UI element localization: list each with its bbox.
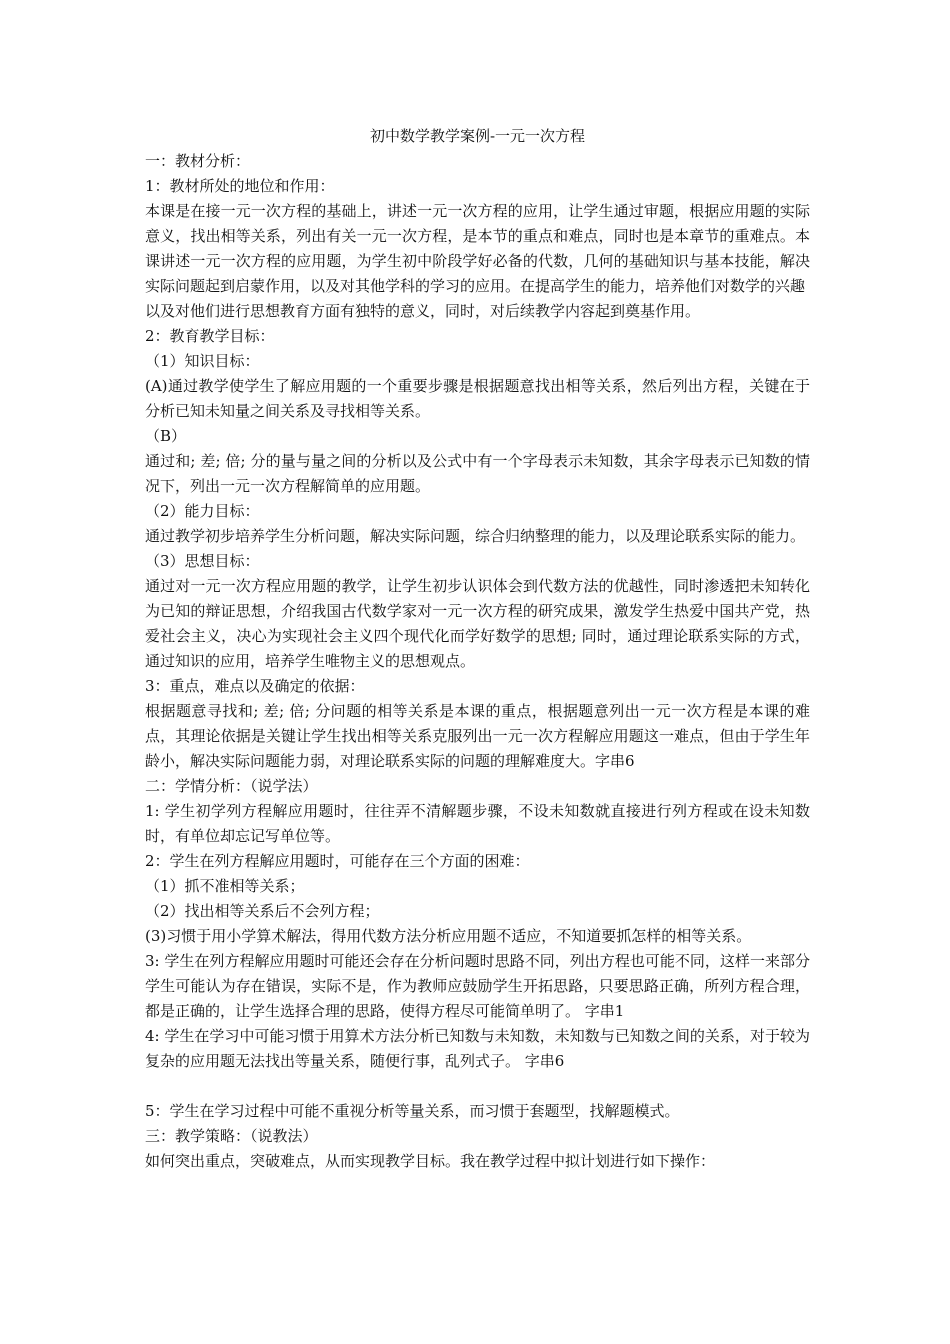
list-item-difficulty-1: （1）抓不准相等关系； <box>145 877 305 895</box>
subheading-position-and-role: 1：教材所处的地位和作用： <box>145 177 335 195</box>
section-heading-teaching-strategy: 三：教学策略：（说教法） <box>145 1127 318 1145</box>
document-title: 初中数学教学案例-一元一次方程 <box>369 127 586 145</box>
blank-line <box>145 1074 810 1099</box>
paragraph-learner-2: 2：学生在列方程解应用题时，可能存在三个方面的困难： <box>145 852 530 870</box>
subheading-ability-goal: （2）能力目标： <box>145 502 260 520</box>
paragraph-learner-1: 1: 学生初学列方程解应用题时，往往弄不清解题步骤，不设未知数就直接进行列方程或在设未知数时，有单位却忘记写单位等。 <box>145 802 810 845</box>
paragraph-learner-3: 3: 学生在列方程解应用题时可能还会存在分析问题时思路不同，列出方程也可能不同，这样一来部分学生可能认为存在错误，实际不是，作为教师应鼓励学生开拓思路，只要思路正确，所列方程合理，都是正确的，让学生选择合理的思路，使得方程尽可能简单明了。 字串1 <box>145 952 810 1020</box>
paragraph-ability-goal: 通过教学初步培养学生分析问题，解决实际问题，综合归纳整理的能力，以及理论联系实际的能力。 <box>145 527 806 545</box>
paragraph-course-intro-continued: 以及对他们进行思想教育方面有独特的意义，同时，对后续教学内容起到奠基作用。 <box>145 302 701 320</box>
paragraph-ideology-goal: 通过对一元一次方程应用题的教学，让学生初步认识体会到代数方法的优越性，同时渗透把未知转化为已知的辩证思想，介绍我国古代数学家对一元一次方程的研究成果，激发学生热爱中国共产党，热爱社会主义，决心为实现社会主义四个现代化而学好数学的思想; 同时，通过理论联系实际的方式，通过知识的应用，培养学生唯物主义的思想观点。 <box>145 577 810 670</box>
list-item-difficulty-2: （2）找出相等关系后不会列方程； <box>145 902 380 920</box>
document-body <box>145 124 810 1174</box>
paragraph-learner-4: 4: 学生在学习中可能习惯于用算术方法分析已知数与未知数，未知数与已知数之间的关系，对于较为复杂的应用题无法找出等量关系，随便行事，乱列式子。 字串6 <box>145 1027 810 1070</box>
paragraph-key-points: 根据题意寻找和; 差; 倍; 分问题的相等关系是本课的重点，根据题意列出一元一次方程是本课的难点，其理论依据是关键让学生找出相等关系克服列出一元一次方程解应用题这一难点，但由于学生年龄小，解决实际问题能力弱，对理论联系实际的问题的理解难度大。字串6 <box>145 702 810 770</box>
subheading-knowledge-goal: （1）知识目标： <box>145 352 260 370</box>
paragraph-learner-5: 5：学生在学习过程中可能不重视分析等量关系，而习惯于套题型，找解题模式。 <box>145 1102 680 1120</box>
subheading-ideology-goal: （3）思想目标： <box>145 552 260 570</box>
list-item-difficulty-3: (3)习惯于用小学算术解法，得用代数方法分析应用题不适应，不知道要抓怎样的相等关系。 <box>145 927 752 945</box>
subheading-key-points: 3：重点，难点以及确定的依据： <box>145 677 365 695</box>
label-goal-b: （B） <box>145 427 187 445</box>
paragraph-goal-a: (A)通过教学使学生了解应用题的一个重要步骤是根据题意找出相等关系，然后列出方程，关键在于分析已知未知量之间关系及寻找相等关系。 <box>145 377 810 420</box>
subheading-teaching-goals: 2：教育教学目标： <box>145 327 275 345</box>
paragraph-strategy-intro: 如何突出重点，突破难点，从而实现教学目标。我在教学过程中拟计划进行如下操作： <box>145 1152 716 1170</box>
section-heading-textbook-analysis: 一：教材分析： <box>145 152 251 170</box>
paragraph-course-intro: 本课是在接一元一次方程的基础上，讲述一元一次方程的应用，让学生通过审题，根据应用题的实际意义，找出相等关系，列出有关一元一次方程，是本节的重点和难点，同时也是本章节的重难点。本课讲述一元一次方程的应用题，为学生初中阶段学好必备的代数，几何的基础知识与基本技能，解决实际问题起到启蒙作用，以及对其他学科的学习的应用。在提高学生的能力，培养他们对数学的兴趣 <box>145 202 810 295</box>
paragraph-goal-b: 通过和; 差; 倍; 分的量与量之间的分析以及公式中有一个字母表示未知数，其余字母表示已知数的情况下，列出一元一次方程解简单的应用题。 <box>145 452 810 495</box>
section-heading-learner-analysis: 二：学情分析：（说学法） <box>145 777 318 795</box>
